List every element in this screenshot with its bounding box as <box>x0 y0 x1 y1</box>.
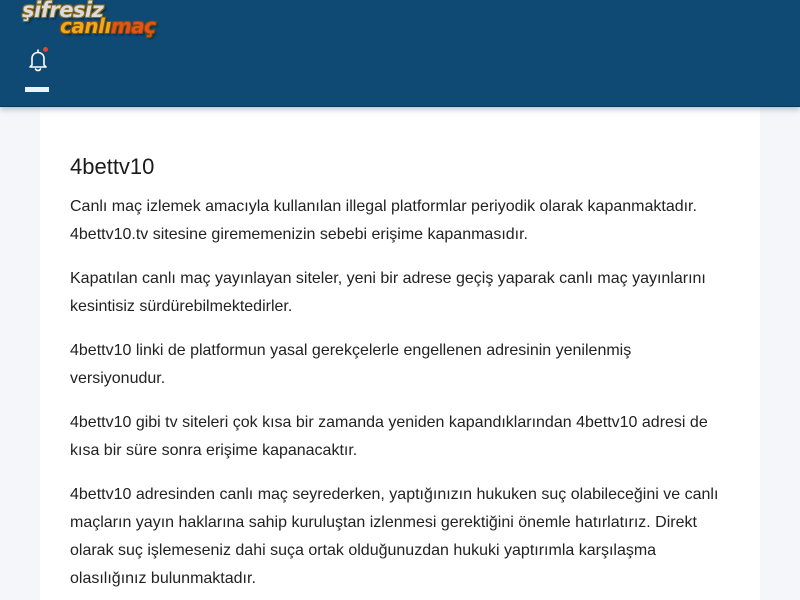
logo-text-mac: maç <box>110 14 156 38</box>
site-logo[interactable] <box>20 0 166 42</box>
article-paragraph: Kapatılan canlı maç yayınlayan siteler, yeni bir adrese geçiş yaparak canlı maç yayınlarını kesintisiz sürdürebilmektedirler. <box>70 270 706 315</box>
logo-text-canli: canlı <box>60 14 111 38</box>
article-card <box>40 107 760 600</box>
logo-text-top: şifresiz <box>22 0 104 22</box>
article-title: 4bettv10 <box>70 154 155 179</box>
article-paragraph: 4bettv10 adresinden canlı maç seyrederken, yaptığınızın hukuken suç olabileceğini ve canlı maçların yayın haklarına sahip kuruluştan izlenmesi gerektiğini önemle hatırlatırız. Direkt olarak suç işlemeseniz dahi suça ortak olduğunuzdan hukuki yaptırımla karşılaşma olasılığınız bulunmaktadır. <box>70 486 719 587</box>
logo-text-bottom <box>60 14 156 38</box>
notification-unread-dot <box>43 47 48 52</box>
page-background-left <box>0 107 40 600</box>
menu-toggle-button[interactable] <box>25 87 49 92</box>
article-paragraph: 4bettv10 gibi tv siteleri çok kısa bir zamanda yeniden kapandıklarından 4bettv10 adresi de kısa bir süre sonra erişime kapanacaktır. <box>70 414 708 459</box>
article-paragraph: 4bettv10 linki de platformun yasal gerekçelerle engellenen adresinin yenilenmiş versiyonudur. <box>70 342 632 387</box>
site-header <box>0 0 800 107</box>
article-paragraph: Canlı maç izlemek amacıyla kullanılan illegal platformlar periyodik olarak kapanmaktadır. 4bettv10.tv sitesine girememenizin sebebi erişime kapanmasıdır. <box>70 198 697 243</box>
